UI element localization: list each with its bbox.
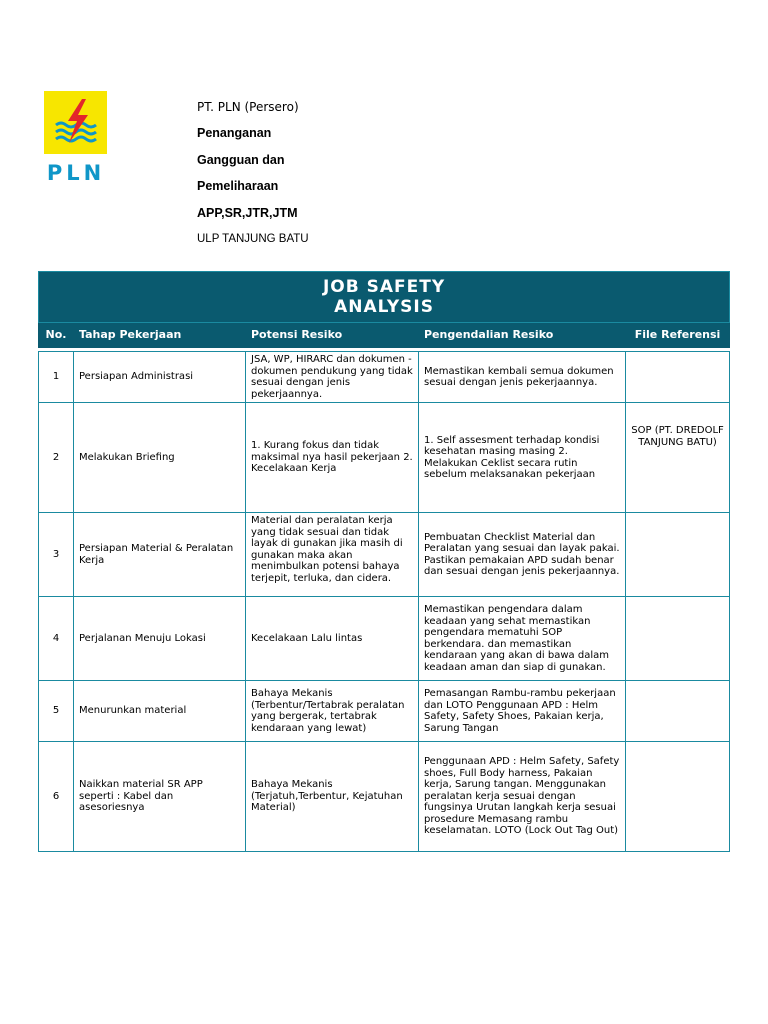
col-header-tahap: Tahap Pekerjaan xyxy=(74,323,246,348)
table-row xyxy=(39,742,730,852)
table-row xyxy=(39,681,730,742)
cell-no: 6 xyxy=(39,742,74,852)
col-header-no: No. xyxy=(39,323,74,348)
doc-title-line-3: Pemeliharaan xyxy=(197,179,279,193)
cell-no: 5 xyxy=(39,681,74,742)
cell-tahap: Persiapan Material & Peralatan Kerja xyxy=(74,513,246,597)
pln-logo xyxy=(44,91,108,187)
pln-logo-text: PLN xyxy=(46,161,106,185)
job-safety-analysis-table xyxy=(38,271,730,852)
cell-potensi: Kecelakaan Lalu lintas xyxy=(246,597,419,681)
doc-title-line-4: APP,SR,JTR,JTM xyxy=(197,206,298,220)
cell-tahap: Melakukan Briefing xyxy=(74,403,246,513)
cell-pengendalian: Pemasangan Rambu-rambu pekerjaan dan LOTO Penggunaan APD : Helm Safety, Safety Shoes, Pakaian kerja, Sarung Tangan xyxy=(419,681,626,742)
table-title-text: JOB SAFETY ANALYSIS xyxy=(322,277,446,317)
company-name: PT. PLN (Persero) xyxy=(197,100,299,114)
cell-tahap: Persiapan Administrasi xyxy=(74,352,246,403)
lightning-wave-icon xyxy=(44,91,107,154)
cell-no: 4 xyxy=(39,597,74,681)
cell-potensi: Material dan peralatan kerja yang tidak sesuai dan tidak layak di gunakan jika masih di gunakan maka akan menimbulkan potensi bahaya terjepit, terluka, dan cidera. xyxy=(246,513,419,597)
table-row xyxy=(39,403,730,513)
cell-pengendalian: Penggunaan APD : Helm Safety, Safety shoes, Full Body harness, Pakaian kerja, Sarung tangan. Menggunakan peralatan kerja sesuai dengan fungsinya Urutan langkah kerja sesuai prosedure Memasang rambu keselamatan. LOTO (Lock Out Tag Out) xyxy=(419,742,626,852)
cell-referensi xyxy=(626,742,730,852)
cell-tahap: Menurunkan material xyxy=(74,681,246,742)
pln-logo-mark xyxy=(44,91,107,154)
cell-potensi: JSA, WP, HIRARC dan dokumen - dokumen pendukung yang tidak sesuai dengan jenis pekerjaannya. xyxy=(246,352,419,403)
table-header-row xyxy=(39,323,730,348)
col-header-potensi: Potensi Resiko xyxy=(246,323,419,348)
cell-referensi xyxy=(626,352,730,403)
cell-potensi: 1. Kurang fokus dan tidak maksimal nya hasil pekerjaan 2. Kecelakaan Kerja xyxy=(246,403,419,513)
cell-no: 1 xyxy=(39,352,74,403)
doc-title-line-1: Penanganan xyxy=(197,126,272,140)
cell-pengendalian: Memastikan kembali semua dokumen sesuai dengan jenis pekerjaannya. xyxy=(419,352,626,403)
cell-pengendalian: 1. Self assesment terhadap kondisi kesehatan masing masing 2. Melakukan Ceklist secara rutin sebelum melaksanakan pekerjaan xyxy=(419,403,626,513)
table-title xyxy=(39,272,730,323)
cell-potensi: Bahaya Mekanis (Terbentur/Tertabrak peralatan yang bergerak, tertabrak kendaraan yang lewat) xyxy=(246,681,419,742)
cell-no: 3 xyxy=(39,513,74,597)
table-row xyxy=(39,352,730,403)
table-row xyxy=(39,513,730,597)
cell-referensi: SOP (PT. DREDOLF TANJUNG BATU) xyxy=(626,403,730,513)
cell-referensi xyxy=(626,681,730,742)
cell-tahap: Perjalanan Menuju Lokasi xyxy=(74,597,246,681)
cell-no: 2 xyxy=(39,403,74,513)
cell-pengendalian: Memastikan pengendara dalam keadaan yang sehat memastikan pengendara mematuhi SOP berkendara. dan memastikan kendaraan yang akan di bawa dalam keadaan aman dan siap di gunakan. xyxy=(419,597,626,681)
cell-potensi: Bahaya Mekanis (Terjatuh,Terbentur, Kejatuhan Material) xyxy=(246,742,419,852)
doc-title-line-2: Gangguan dan xyxy=(197,153,285,167)
cell-pengendalian: Pembuatan Checklist Material dan Peralatan yang sesuai dan layak pakai. Pastikan pemakaian APD sudah benar dan sesuai dengan jenis pekerjaannya. xyxy=(419,513,626,597)
cell-referensi xyxy=(626,513,730,597)
cell-referensi xyxy=(626,597,730,681)
col-header-referensi: File Referensi xyxy=(626,323,730,348)
cell-tahap: Naikkan material SR APP seperti : Kabel dan asesoriesnya xyxy=(74,742,246,852)
col-header-pengendalian: Pengendalian Resiko xyxy=(419,323,626,348)
table-row xyxy=(39,597,730,681)
unit-name: ULP TANJUNG BATU xyxy=(197,233,309,245)
